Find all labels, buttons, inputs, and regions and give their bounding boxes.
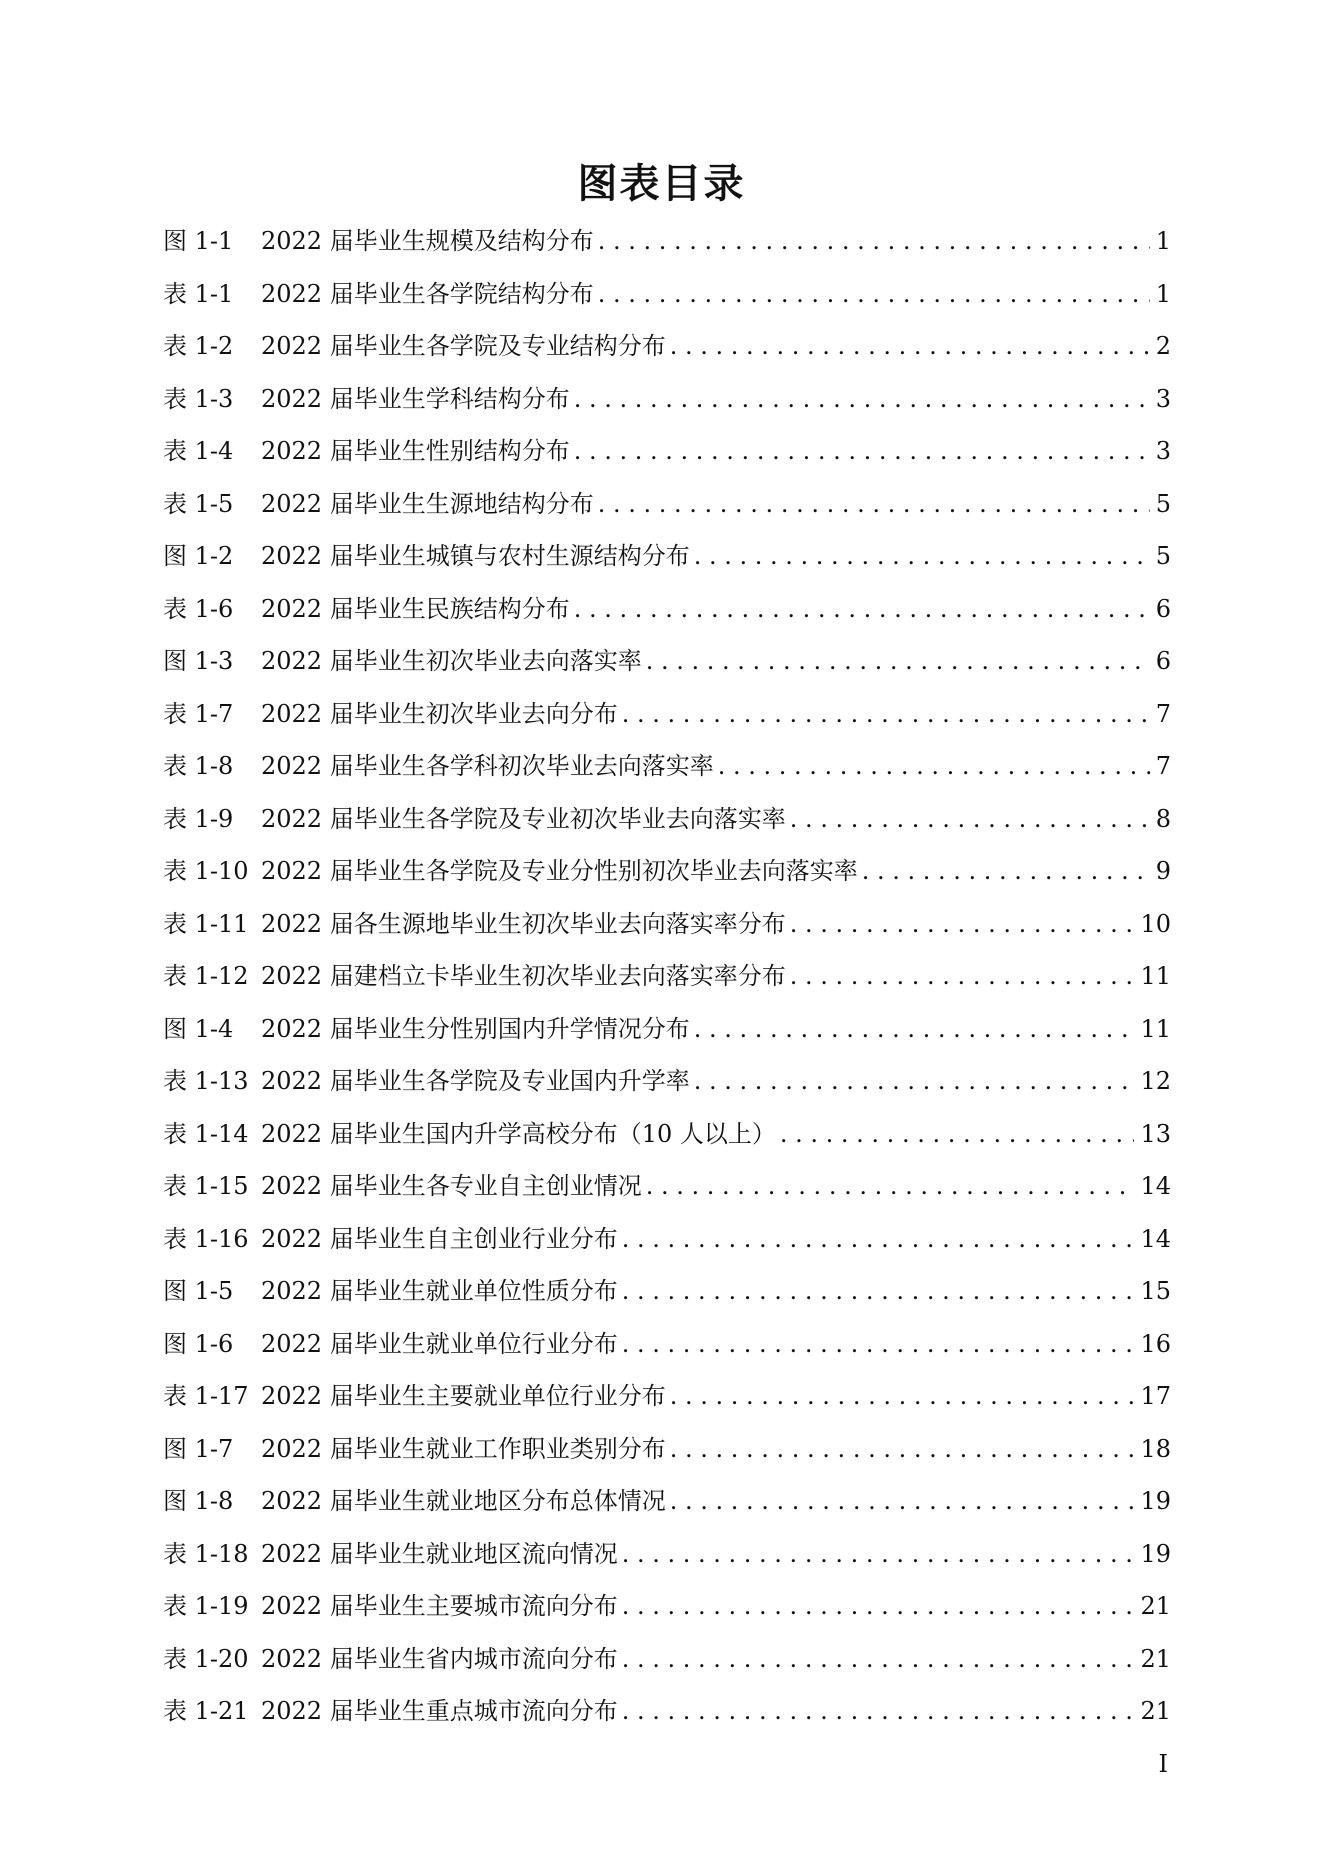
toc-entry-title: 2022 届毕业生各学院及专业结构分布 — [261, 332, 666, 360]
toc-entry-page: 19 — [1140, 1487, 1171, 1515]
toc-entry-page: 17 — [1140, 1382, 1171, 1410]
toc-entry-page: 21 — [1140, 1644, 1171, 1673]
toc-entry-title: 2022 届毕业生主要城市流向分布 — [261, 1592, 618, 1620]
toc-entry-label: 表 1-5 — [163, 489, 234, 518]
toc-dot-leader — [790, 898, 1135, 951]
toc-entry-title: 2022 届毕业生省内城市流向分布 — [261, 1644, 618, 1673]
toc-dot-leader — [598, 268, 1150, 321]
toc-entry-title: 2022 届毕业生各学院结构分布 — [261, 279, 594, 308]
table-of-figures — [163, 215, 1171, 1738]
toc-entry-label: 表 1-19 — [163, 1592, 249, 1620]
toc-entry-page: 5 — [1155, 542, 1171, 570]
toc-entry-page: 16 — [1140, 1329, 1171, 1358]
toc-entry[interactable] — [163, 635, 1171, 688]
toc-entry-page: 10 — [1140, 909, 1171, 938]
toc-entry-page: 11 — [1140, 1014, 1171, 1043]
toc-entry[interactable] — [163, 688, 1171, 741]
toc-entry-title: 2022 届毕业生初次毕业去向分布 — [261, 699, 618, 728]
toc-dot-leader — [622, 688, 1150, 741]
toc-dot-leader — [694, 1055, 1135, 1108]
toc-dot-leader — [780, 1108, 1135, 1161]
toc-dot-leader — [622, 1265, 1135, 1318]
toc-entry[interactable] — [163, 1423, 1171, 1476]
page-title: 图表目录 — [577, 161, 746, 207]
toc-entry-label: 图 1-7 — [163, 1434, 234, 1463]
toc-entry[interactable] — [163, 1685, 1171, 1738]
toc-entry-page: 7 — [1155, 752, 1171, 780]
toc-entry[interactable] — [163, 1318, 1171, 1371]
toc-entry-label: 表 1-11 — [163, 909, 249, 938]
toc-entry-label: 图 1-4 — [163, 1014, 234, 1043]
toc-entry-page: 13 — [1140, 1119, 1171, 1148]
toc-entry[interactable] — [163, 530, 1171, 583]
toc-entry-label: 表 1-6 — [163, 594, 234, 623]
toc-entry-page: 6 — [1155, 647, 1171, 675]
toc-dot-leader — [622, 1213, 1135, 1266]
toc-dot-leader — [622, 1318, 1135, 1371]
toc-entry-title: 2022 届各生源地毕业生初次毕业去向落实率分布 — [261, 909, 786, 938]
toc-entry-page: 3 — [1155, 384, 1171, 413]
toc-dot-leader — [694, 1003, 1135, 1056]
toc-entry-label: 图 1-3 — [163, 647, 234, 675]
page-number: I — [1158, 1750, 1168, 1778]
toc-entry-label: 表 1-4 — [163, 437, 234, 465]
toc-entry[interactable] — [163, 1265, 1171, 1318]
toc-dot-leader — [718, 740, 1150, 793]
toc-entry[interactable] — [163, 1055, 1171, 1108]
toc-entry-title: 2022 届毕业生就业工作职业类别分布 — [261, 1434, 666, 1463]
toc-entry-label: 表 1-8 — [163, 752, 234, 780]
toc-entry-title: 2022 届毕业生学科结构分布 — [261, 384, 570, 413]
toc-entry-title: 2022 届毕业生各专业自主创业情况 — [261, 1172, 642, 1200]
toc-entry[interactable] — [163, 1370, 1171, 1423]
toc-entry-title: 2022 届毕业生民族结构分布 — [261, 594, 570, 623]
toc-entry-page: 21 — [1140, 1592, 1171, 1620]
toc-entry[interactable] — [163, 425, 1171, 478]
toc-entry-label: 表 1-7 — [163, 699, 234, 728]
toc-entry-label: 表 1-15 — [163, 1172, 249, 1200]
toc-entry-title: 2022 届毕业生国内升学高校分布（10 人以上） — [261, 1119, 776, 1148]
toc-dot-leader — [790, 793, 1150, 846]
toc-dot-leader — [598, 215, 1150, 268]
toc-entry-page: 3 — [1155, 437, 1171, 465]
toc-entry-title: 2022 届毕业生各学院及专业国内升学率 — [261, 1067, 690, 1095]
toc-entry-title: 2022 届毕业生各学院及专业分性别初次毕业去向落实率 — [261, 857, 858, 885]
toc-entry[interactable] — [163, 1580, 1171, 1633]
toc-dot-leader — [670, 1423, 1135, 1476]
toc-entry-page: 11 — [1140, 962, 1171, 990]
toc-entry[interactable] — [163, 373, 1171, 426]
toc-dot-leader — [670, 320, 1150, 373]
toc-entry-page: 9 — [1155, 857, 1171, 885]
toc-entry-title: 2022 届毕业生自主创业行业分布 — [261, 1224, 618, 1253]
toc-entry-title: 2022 届毕业生规模及结构分布 — [261, 227, 594, 255]
toc-entry[interactable] — [163, 215, 1171, 268]
toc-dot-leader — [622, 1580, 1135, 1633]
toc-entry-page: 6 — [1155, 594, 1171, 623]
toc-entry-page: 19 — [1140, 1539, 1171, 1568]
toc-entry[interactable] — [163, 1633, 1171, 1686]
toc-entry[interactable] — [163, 1003, 1171, 1056]
toc-entry-label: 表 1-3 — [163, 384, 234, 413]
toc-entry-page: 14 — [1140, 1172, 1171, 1200]
toc-dot-leader — [622, 1633, 1135, 1686]
toc-entry-title: 2022 届毕业生就业地区流向情况 — [261, 1539, 618, 1568]
toc-entry-label: 图 1-5 — [163, 1277, 234, 1305]
toc-dot-leader — [646, 1160, 1135, 1213]
toc-entry-page: 21 — [1140, 1697, 1171, 1725]
toc-entry[interactable] — [163, 898, 1171, 951]
toc-entry-title: 2022 届毕业生初次毕业去向落实率 — [261, 647, 642, 675]
toc-dot-leader — [598, 478, 1150, 531]
toc-dot-leader — [694, 530, 1150, 583]
toc-entry[interactable] — [163, 583, 1171, 636]
toc-entry-label: 表 1-13 — [163, 1067, 249, 1095]
toc-entry-label: 表 1-10 — [163, 857, 249, 885]
toc-entry-label: 表 1-2 — [163, 332, 234, 360]
toc-entry-title: 2022 届建档立卡毕业生初次毕业去向落实率分布 — [261, 962, 786, 990]
toc-entry-page: 1 — [1155, 279, 1171, 308]
toc-entry-label: 表 1-17 — [163, 1382, 249, 1410]
toc-entry-label: 表 1-14 — [163, 1119, 249, 1148]
toc-entry-page: 15 — [1140, 1277, 1171, 1305]
toc-entry-label: 图 1-8 — [163, 1487, 234, 1515]
toc-dot-leader — [622, 1528, 1135, 1581]
toc-entry-label: 表 1-16 — [163, 1224, 249, 1253]
toc-dot-leader — [622, 1685, 1135, 1738]
toc-entry-page: 12 — [1140, 1067, 1171, 1095]
toc-entry[interactable] — [163, 1213, 1171, 1266]
toc-entry-title: 2022 届毕业生城镇与农村生源结构分布 — [261, 542, 690, 570]
toc-entry-label: 表 1-1 — [163, 279, 234, 308]
toc-entry[interactable] — [163, 740, 1171, 793]
toc-entry[interactable] — [163, 478, 1171, 531]
toc-entry-page: 14 — [1140, 1224, 1171, 1253]
toc-dot-leader — [670, 1370, 1135, 1423]
toc-entry-page: 2 — [1155, 332, 1171, 360]
toc-entry[interactable] — [163, 1160, 1171, 1213]
toc-dot-leader — [862, 845, 1150, 898]
toc-entry-label: 图 1-2 — [163, 542, 234, 570]
toc-dot-leader — [574, 583, 1150, 636]
toc-dot-leader — [670, 1475, 1135, 1528]
toc-entry-page: 5 — [1155, 489, 1171, 518]
toc-entry-label: 表 1-21 — [163, 1697, 249, 1725]
toc-entry-title: 2022 届毕业生性别结构分布 — [261, 437, 570, 465]
toc-entry-title: 2022 届毕业生重点城市流向分布 — [261, 1697, 618, 1725]
toc-entry-page: 1 — [1155, 227, 1171, 255]
toc-entry-title: 2022 届毕业生生源地结构分布 — [261, 489, 594, 518]
toc-dot-leader — [574, 373, 1150, 426]
toc-entry-page: 7 — [1155, 699, 1171, 728]
toc-entry-title: 2022 届毕业生各学科初次毕业去向落实率 — [261, 752, 714, 780]
toc-entry-label: 表 1-20 — [163, 1644, 249, 1673]
toc-entry[interactable] — [163, 268, 1171, 321]
toc-entry-title: 2022 届毕业生就业单位性质分布 — [261, 1277, 618, 1305]
toc-dot-leader — [646, 635, 1150, 688]
toc-entry-label: 表 1-9 — [163, 804, 234, 833]
toc-entry[interactable] — [163, 793, 1171, 846]
toc-dot-leader — [790, 950, 1135, 1003]
toc-entry-label: 图 1-1 — [163, 227, 234, 255]
toc-entry[interactable] — [163, 1528, 1171, 1581]
toc-entry-title: 2022 届毕业生就业地区分布总体情况 — [261, 1487, 666, 1515]
toc-entry-label: 表 1-12 — [163, 962, 249, 990]
toc-entry-title: 2022 届毕业生就业单位行业分布 — [261, 1329, 618, 1358]
toc-dot-leader — [574, 425, 1150, 478]
toc-entry[interactable] — [163, 845, 1171, 898]
toc-entry-title: 2022 届毕业生各学院及专业初次毕业去向落实率 — [261, 804, 786, 833]
toc-entry-page: 18 — [1140, 1434, 1171, 1463]
toc-entry-label: 图 1-6 — [163, 1329, 234, 1358]
toc-entry[interactable] — [163, 320, 1171, 373]
toc-entry[interactable] — [163, 1475, 1171, 1528]
toc-entry-title: 2022 届毕业生分性别国内升学情况分布 — [261, 1014, 690, 1043]
toc-entry[interactable] — [163, 1108, 1171, 1161]
toc-entry-page: 8 — [1155, 804, 1171, 833]
toc-entry[interactable] — [163, 950, 1171, 1003]
toc-entry-title: 2022 届毕业生主要就业单位行业分布 — [261, 1382, 666, 1410]
toc-entry-label: 表 1-18 — [163, 1539, 249, 1568]
